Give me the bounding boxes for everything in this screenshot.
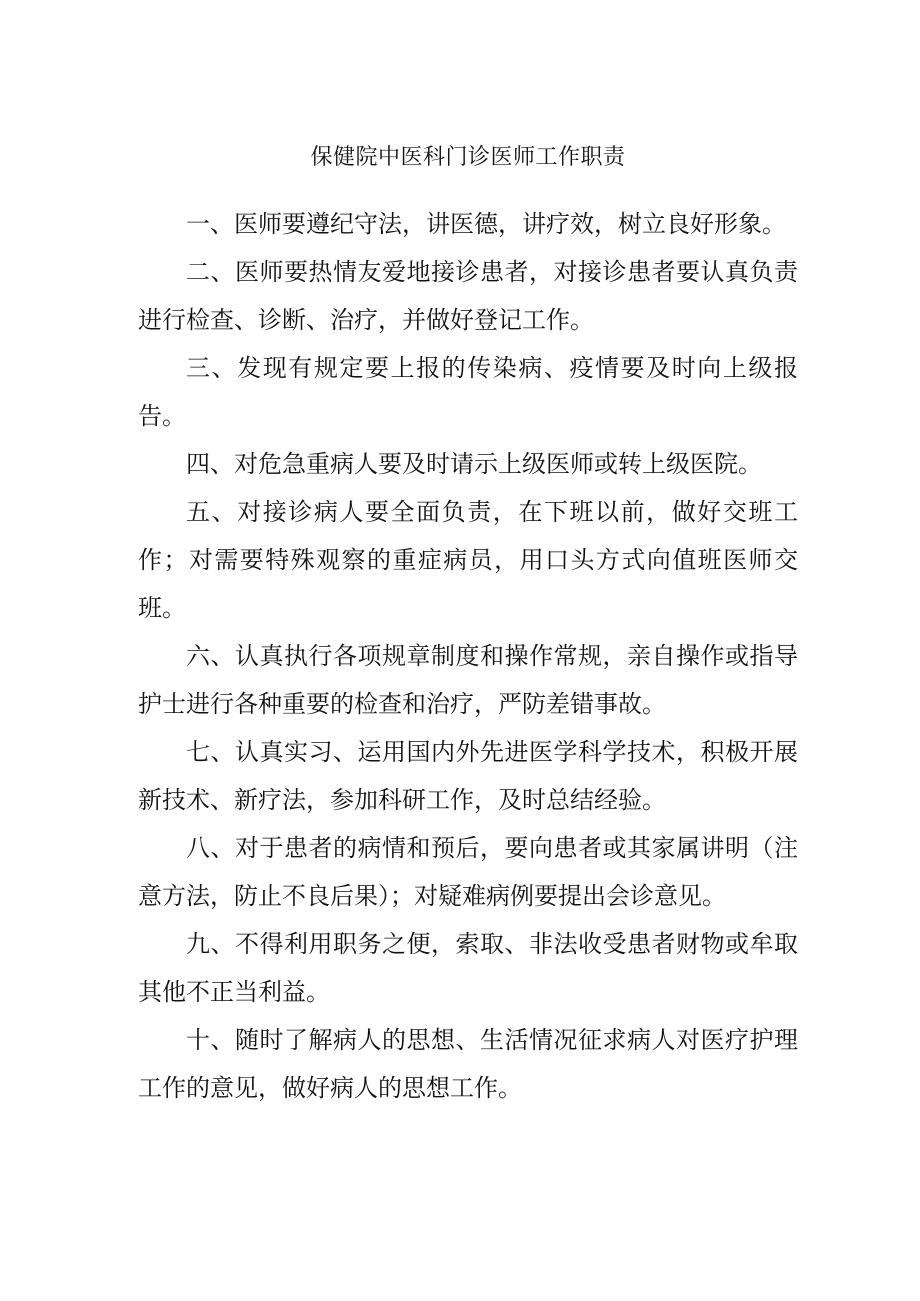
duty-item-4: 四、对危急重病人要及时请示上级医师或转上级医院。 bbox=[186, 450, 762, 478]
document-page bbox=[138, 142, 798, 1112]
duty-item-6: 六、认真执行各项规章制度和操作常规，亲自操作或指导护士进行各种重要的检查和治疗，严防差错事故。 bbox=[138, 642, 798, 718]
duty-item-10: 十、随时了解病人的思想、生活情况征求病人对医疗护理工作的意见，做好病人的思想工作。 bbox=[138, 1026, 798, 1102]
duty-item-3: 三、发现有规定要上报的传染病、疫情要及时向上级报告。 bbox=[138, 354, 798, 430]
document-title: 保健院中医科门诊医师工作职责 bbox=[310, 145, 626, 170]
duty-item-5: 五、对接诊病人要全面负责，在下班以前，做好交班工作；对需要特殊观察的重症病员，用口头方式向值班医师交班。 bbox=[138, 498, 798, 622]
duty-item-9: 九、不得利用职务之便，索取、非法收受患者财物或牟取其他不正当利益。 bbox=[138, 930, 798, 1006]
duty-item-1: 一、医师要遵纪守法，讲医德，讲疗效，树立良好形象。 bbox=[186, 210, 786, 238]
duty-item-2: 二、医师要热情友爱地接诊患者，对接诊患者要认真负责进行检查、诊断、治疗，并做好登记工作。 bbox=[138, 258, 798, 334]
duty-item-8: 八、对于患者的病情和预后，要向患者或其家属讲明（注意方法，防止不良后果）；对疑难病例要提出会诊意见。 bbox=[138, 834, 798, 910]
duty-item-7: 七、认真实习、运用国内外先进医学科学技术，积极开展新技术、新疗法，参加科研工作，及时总结经验。 bbox=[138, 738, 798, 814]
